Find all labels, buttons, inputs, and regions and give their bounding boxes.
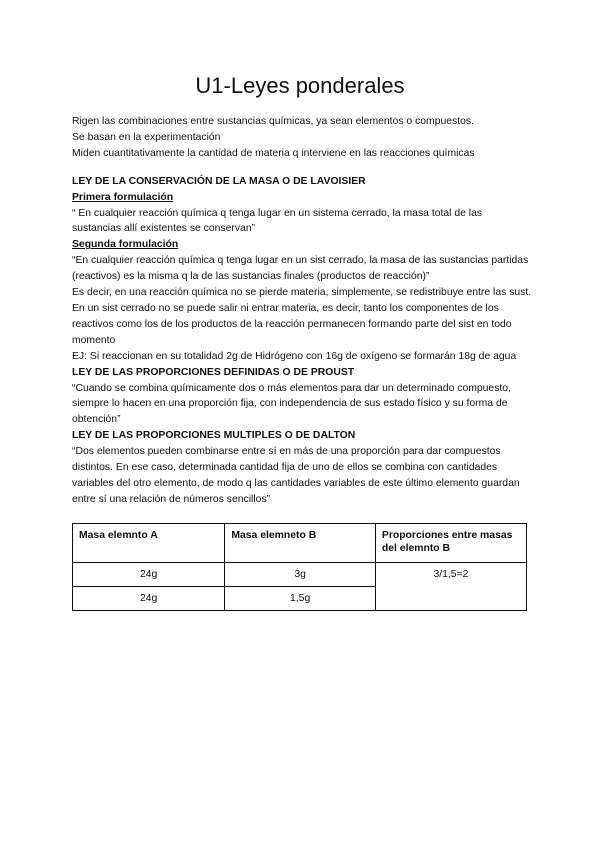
table-cell: 24g (73, 563, 225, 587)
section-heading-dalton: LEY DE LAS PROPORCIONES MULTIPLES O DE DALTON (72, 430, 356, 442)
intro-line: Se basan en la experimentación (72, 131, 221, 143)
paragraph: En un sist cerrado no se puede salir ni entrar materia, es decir, tanto los componentes de los reactivos como los de los productos de la reacción permanecen formando parte del sist en todo momento (72, 302, 512, 346)
proportions-table (72, 523, 527, 611)
intro-line: Miden cuantitativamente la cantidad de materia q interviene en las reacciones químicas (72, 147, 475, 159)
section-heading-proust: LEY DE LAS PROPORCIONES DEFINIDAS O DE PROUST (72, 366, 355, 378)
paragraph: “ En cualquier reacción química q tenga lugar en un sistema cerrado, la masa total de las sustancias allí existentes se conservan” (72, 207, 483, 235)
table-header-row (73, 524, 527, 563)
table-cell: 1,5g (225, 587, 376, 611)
example-paragraph: EJ: Si reaccionan en su totalidad 2g de Hidrógeno con 16g de oxígeno se formarán 18g de agua (72, 350, 517, 362)
document-body (72, 114, 534, 508)
page-title: U1-Leyes ponderales (195, 73, 405, 98)
paragraph: “Dos elementos pueden combinarse entre sí en más de una proporción para dar compuestos distintos. En ese caso, determinada cantidad fija de uno de ellos se combina con cantidades variables del otro elemento, de modo q las cantidades variables de este último elemento guardan entre sí una relación de números sencillos” (72, 446, 520, 505)
table-cell: 3g (225, 563, 376, 587)
paragraph: “Cuando se combina químicamente dos o más elementos para dar un determinado compuesto, siempre lo hacen en una proporción fija, con independencia de sus estado físico y su forma de obtención” (72, 382, 511, 426)
intro-line: Rigen las combinaciones entre sustancias químicas, ya sean elementos o compuestos. (72, 116, 474, 127)
subheading-second-formulation: Segunda formulación (72, 239, 179, 251)
paragraph: Es decir, en una reacción química no se pierde materia, simplemente, se redistribuye entre las sust. (72, 287, 532, 299)
column-header: Proporciones entre masas del elemnto B (375, 524, 526, 563)
column-header: Masa elemnto A (73, 524, 225, 563)
table-cell: 24g (73, 587, 225, 611)
table-cell-proportion: 3/1,5=2 (375, 563, 526, 611)
paragraph: “En cualquier reacción química q tenga lugar en un sist cerrado, la masa de las sustancias partidas (reactivos) es la misma q la de las sustancias finales (productos de reacción)” (72, 255, 529, 283)
column-header: Masa elemneto B (225, 524, 376, 563)
subheading-first-formulation: Primera formulación (72, 191, 174, 203)
section-gap (72, 162, 534, 174)
section-heading-lavoisier: LEY DE LA CONSERVACIÓN DE LA MASA O DE LAVOISIER (72, 175, 366, 187)
table-row (73, 563, 527, 587)
